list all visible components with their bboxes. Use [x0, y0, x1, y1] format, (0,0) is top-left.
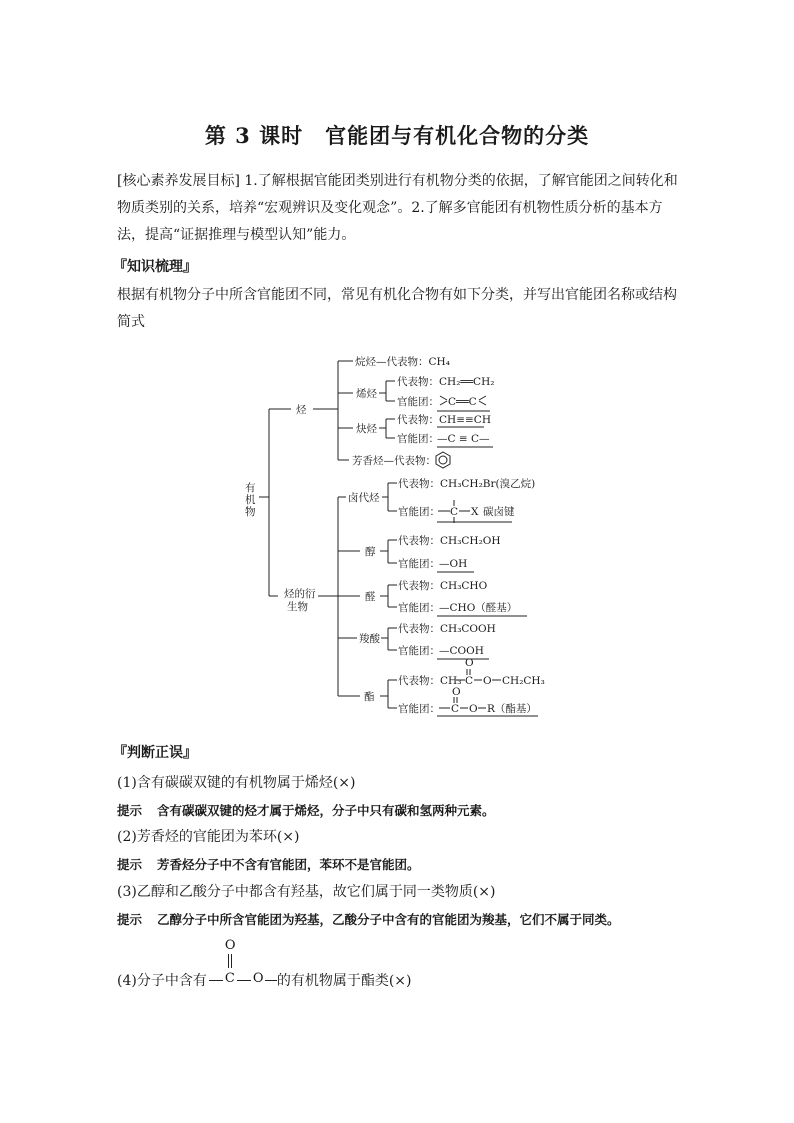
- hydrocarbon-label: 烃: [296, 404, 307, 416]
- ester-rep-oxygen: O: [483, 675, 492, 687]
- haloalkane-fg-name: 碳卤键: [483, 506, 515, 518]
- ester-representative-label: 代表物：CH₃: [398, 675, 462, 687]
- haloalkane-representative: 代表物：CH₃CH₂Br(溴乙烷): [398, 478, 536, 490]
- ester-rep-carbon: C: [465, 675, 474, 687]
- question-2: (2)芳香烃的官能团为苯环(×): [117, 829, 300, 845]
- ester-rep-tail: CH₂CH₃: [502, 675, 545, 687]
- alcohol-representative: 代表物：CH₃CH₂OH: [398, 535, 501, 547]
- haloalkane-fg-label: 官能团：: [398, 506, 440, 518]
- alkyne-fg-label: 官能团：: [397, 433, 439, 445]
- aldehyde-label: 醛: [365, 591, 376, 603]
- ester-fg-label: 官能团：: [398, 703, 440, 715]
- root-label-3: 物: [245, 506, 256, 518]
- root-label-2: 机: [245, 494, 256, 506]
- alkyne-label: 炔烃: [356, 423, 377, 435]
- aldehyde-functional-group: —CHO（醛基）: [439, 602, 518, 614]
- question-4-prefix: (4)分子中含有: [117, 973, 207, 989]
- core-goals-label: [核心素养发展目标]: [117, 173, 240, 189]
- ester-bond-structure: [207, 938, 277, 990]
- ester-fg-carbon: C: [451, 703, 460, 715]
- hint-2: 提示 芳香烃分子中不含有官能团，苯环不是官能团。: [117, 857, 420, 872]
- alkyne-representative: 代表物：CH≡≡CH: [397, 414, 491, 426]
- ester-fg-carbonyl-oxygen: O: [452, 686, 461, 698]
- question-3: (3)乙醇和乙酸分子中都含有羟基，故它们属于同一类物质(×): [117, 884, 496, 900]
- ester-fg-oxygen: O: [469, 703, 478, 715]
- alkene-representative: 代表物：CH₂══CH₂: [397, 376, 495, 388]
- hint-1: 提示 含有碳碳双键的烃才属于烯烃，分子中只有碳和氢两种元素。: [117, 803, 495, 818]
- alcohol-functional-group: —OH: [439, 558, 468, 570]
- benzene-ring-icon: [436, 452, 450, 468]
- true-false-heading: 『判断正误』: [113, 745, 197, 761]
- question-1: (1)含有碳碳双键的有机物属于烯烃(×): [117, 775, 356, 791]
- alcohol-fg-label: 官能团：: [398, 558, 440, 570]
- hint-3: 提示 乙醇分子中所含官能团为羟基，乙酸分子中含有的官能团为羧基，它们不属于同类。: [117, 912, 620, 927]
- alkyne-functional-group: —C ≡ C—: [437, 433, 490, 445]
- acid-fg-label: 官能团：: [398, 645, 440, 657]
- haloalkane-label: 卤代烃: [348, 492, 380, 504]
- derivative-label-2: 生物: [287, 601, 308, 613]
- root-label-1: 有: [245, 482, 256, 494]
- alcohol-label: 醇: [365, 546, 376, 558]
- knowledge-intro-text: 根据有机物分子中所含官能团不同，常见有机化合物有如下分类，并写出官能团名称或结构简式: [117, 287, 677, 330]
- acid-label: 羧酸: [359, 633, 380, 645]
- ester-label: 酯: [364, 691, 375, 703]
- alkene-label: 烯烃: [356, 388, 377, 400]
- ester-rep-carbonyl-oxygen: O: [465, 657, 474, 669]
- question-4-suffix: 的有机物属于酯类(×): [276, 973, 412, 989]
- question-4-carbonyl-oxygen: O: [224, 938, 236, 953]
- aldehyde-representative: 代表物：CH₃CHO: [398, 580, 488, 592]
- acid-representative: 代表物：CH₃COOH: [398, 623, 496, 635]
- question-4-oxygen: O: [252, 971, 264, 986]
- ester-fg-tail: R（酯基）: [487, 703, 537, 715]
- core-goals-text: 1.了解根据官能团类别进行有机物分类的依据，了解官能团之间转化和物质类别的关系，培养“宏观辨识及变化观念”。2.了解多官能团有机物性质分析的基本方法，提高“证据推理与模型认知”能力。: [117, 173, 678, 243]
- alkane-label: 烷烃—代表物：CH₄: [355, 356, 450, 368]
- page-title: 第 3 课时 官能团与有机化合物的分类: [204, 123, 590, 148]
- haloalkane-fg-carbon: C: [450, 506, 459, 518]
- alkene-functional-group: C══C: [448, 396, 477, 408]
- aromatic-label: 芳香烃—代表物：: [352, 455, 436, 467]
- derivative-label-1: 烃的衍: [284, 588, 316, 600]
- aldehyde-fg-label: 官能团：: [398, 602, 440, 614]
- acid-functional-group: —COOH: [439, 645, 484, 657]
- knowledge-heading: 『知识梳理』: [113, 259, 197, 275]
- question-4-carbon: C: [224, 971, 235, 986]
- question-4: [117, 938, 412, 990]
- alkene-fg-label: 官能团：: [397, 396, 439, 408]
- haloalkane-fg-halogen: X: [471, 506, 479, 518]
